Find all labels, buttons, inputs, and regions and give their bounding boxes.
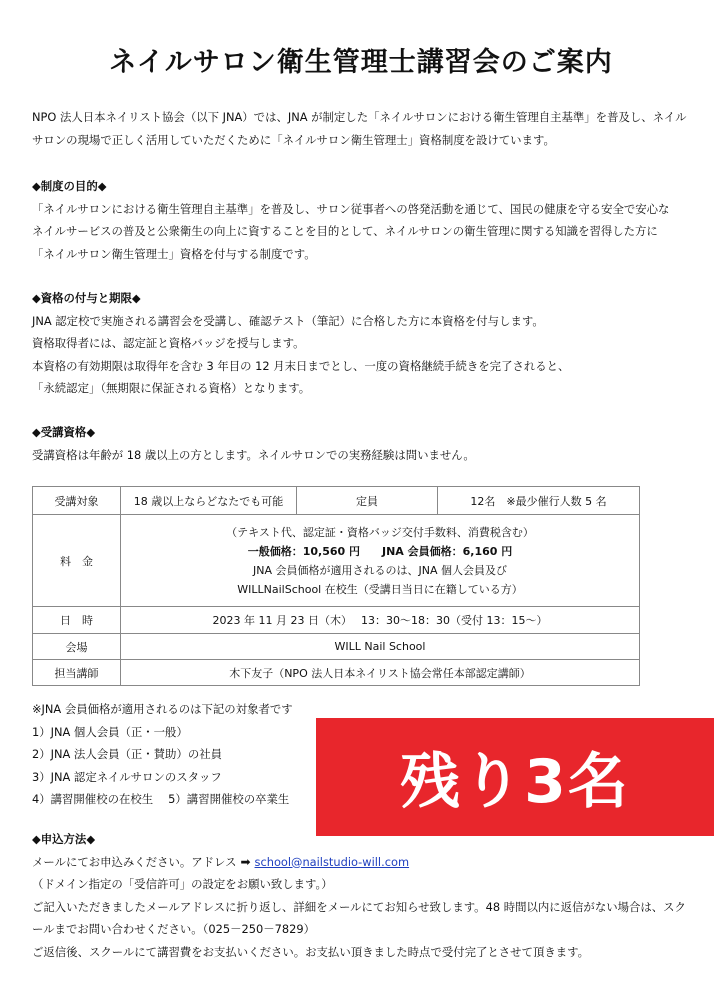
capacity-value: 12名 ※最少催行人数 5 名 — [438, 487, 640, 515]
application-line: （ドメイン指定の「受信許可」の設定をお願い致します。） — [32, 877, 333, 891]
date-label: 日 時 — [33, 607, 121, 634]
application-line: ご記入いただきましたメールアドレスに折り返し、詳細をメールにてお知らせ致します。48 時間以内に返信がない場合は、スク — [32, 899, 686, 914]
email-prefix: メールにてお申込みください。アドレス — [32, 854, 237, 869]
page-title: ネイルサロン衛生管理士講習会のご案内 — [109, 47, 613, 78]
qualification-line: 「永続認定」（無期限に保証される資格）となります。 — [32, 381, 311, 395]
table-row — [33, 487, 640, 515]
info-table — [32, 486, 640, 686]
venue-label: 会場 — [33, 634, 121, 660]
date-value: 2023 年 11 月 23 日（木） 13：30～18：30（受付 13：15～） — [121, 607, 640, 634]
intro-line: サロンの現場で正しく活用していただくために「ネイルサロン衛生管理士」資格制度を設けています。 — [32, 132, 555, 147]
remaining-seats-text: 残り3名 — [400, 747, 630, 817]
eligibility-line: 受講資格は年齢が 18 歳以上の方とします。ネイルサロンでの実務経験は問いません。 — [32, 447, 475, 462]
intro-line: NPO 法人日本ネイリスト協会（以下 JNA）では、JNA が制定した「ネイルサロンにおける衛生管理自主基準」を普及し、ネイル — [32, 110, 687, 124]
table-row — [33, 660, 640, 686]
arrow-right-icon: ➡ — [240, 854, 251, 869]
purpose-line: ネイルサービスの普及と公衆衛生の向上に資することを目的として、ネイルサロンの衛生管理に関する知識を習得した方に — [32, 224, 658, 238]
table-row — [33, 515, 640, 607]
instructor-label: 担当講師 — [33, 660, 121, 686]
note-line: ※JNA 会員価格が適用されるのは下記の対象者です — [32, 702, 293, 716]
table-row — [33, 634, 640, 660]
fee-note: （テキスト代、認定証・資格バッジ交付手数料、消費税含む） — [226, 525, 534, 539]
qualification-section — [32, 287, 692, 400]
email-line — [32, 851, 692, 874]
fee-label: 料 金 — [33, 515, 121, 607]
eligibility-heading: ◆受講資格◆ — [32, 425, 96, 439]
fee-member-note: WILLNailSchool 在校生（受講日当日に在籍している方） — [237, 582, 523, 596]
email-link[interactable]: school@nailstudio-will.com — [254, 854, 410, 869]
capacity-label: 定員 — [297, 487, 438, 515]
instructor-value: 木下友子（NPO 法人日本ネイリスト協会常任本部認定講師） — [121, 660, 640, 686]
application-line: ご返信後、スクールにて講習費をお支払いください。お支払い頂きました時点で受付完了とさせて頂きます。 — [32, 944, 590, 959]
venue-value: WILL Nail School — [121, 634, 640, 660]
qualification-line: 本資格の有効期限は取得年を含む 3 年目の 12 月末日までとし、一度の資格継続手続きを完了されると、 — [32, 358, 570, 373]
fee-prices: 一般価格：10,560 円 JNA 会員価格：6,160 円 — [247, 544, 513, 558]
eligibility-section — [32, 421, 692, 466]
table-row — [33, 607, 640, 634]
note-line: 3）JNA 認定ネイルサロンのスタッフ — [32, 769, 222, 784]
purpose-heading: ◆制度の目的◆ — [32, 179, 107, 193]
fee-member-note: JNA 会員価格が適用されるのは、JNA 個人会員及び — [253, 563, 507, 577]
qualification-heading: ◆資格の付与と期限◆ — [32, 291, 141, 305]
target-label: 受講対象 — [33, 487, 121, 515]
member-notes — [32, 698, 293, 811]
note-line: 1）JNA 個人会員（正・一般） — [32, 724, 188, 739]
application-line: ールまでお問い合わせください。（025－250－7829） — [32, 922, 315, 936]
qualification-line: 資格取得者には、認定証と資格バッジを授与します。 — [32, 336, 305, 350]
purpose-section — [32, 175, 692, 265]
purpose-line: 「ネイルサロン衛生管理士」資格を付与する制度です。 — [32, 246, 316, 261]
application-section — [32, 828, 692, 963]
qualification-line: JNA 認定校で実施される講習会を受講し、確認テスト（筆記）に合格した方に本資格を付与します。 — [32, 313, 544, 328]
fee-cell — [121, 515, 640, 607]
target-value: 18 歳以上ならどなたでも可能 — [121, 487, 297, 515]
note-line: 4）講習開催校の在校生 5）講習開催校の卒業生 — [32, 792, 290, 806]
application-heading: ◆申込方法◆ — [32, 832, 96, 846]
note-line: 2）JNA 法人会員（正・賛助）の社員 — [32, 747, 223, 761]
purpose-line: 「ネイルサロンにおける衛生管理自主基準」を普及し、サロン従事者への啓発活動を通じて、国民の健康を守る安全で安心な — [32, 201, 670, 216]
intro-paragraph — [32, 106, 692, 151]
remaining-seats-banner — [316, 718, 714, 836]
